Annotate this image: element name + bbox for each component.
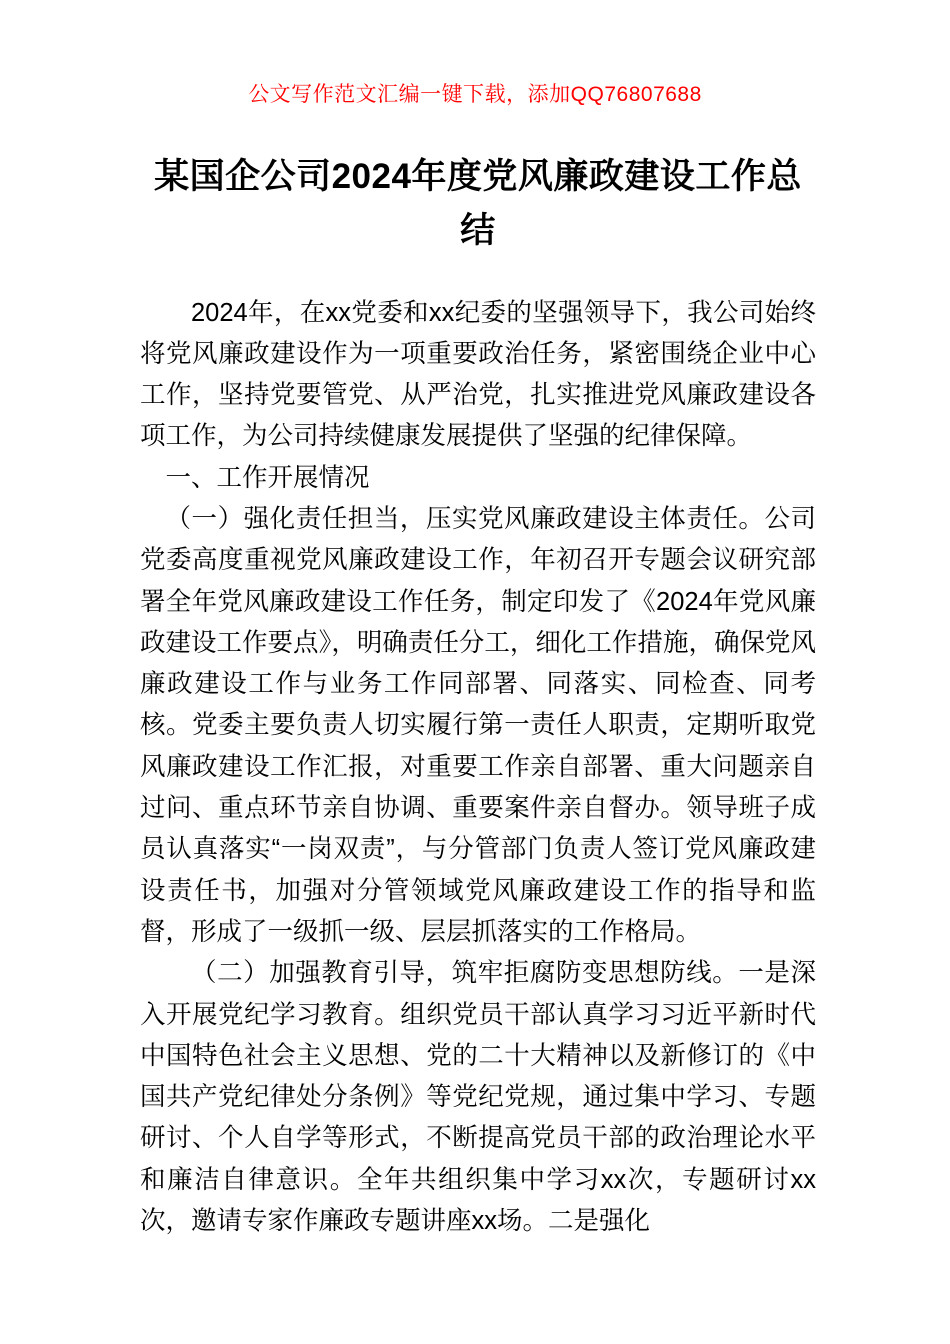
document-body bbox=[140, 150, 816, 1242]
paragraph-section-1-2: （二）加强教育引导，筑牢拒腐防变思想防线。一是深入开展党纪学习教育。组织党员干部认真学习习近平新时代中国特色社会主义思想、党的二十大精神以及新修订的《中国共产党纪律处分条例》等党纪党规，通过集中学习、专题研讨、个人自学等形式，不断提高党员干部的政治理论水平和廉洁自律意识。全年共组织集中学习xx次，专题研讨xx次，邀请专家作廉政专题讲座xx场。二是强化 bbox=[140, 959, 816, 1236]
paragraph-intro: 2024年，在xx党委和xx纪委的坚强领导下，我公司始终将党风廉政建设作为一项重要政治任务，紧密围绕企业中心工作，坚持党要管党、从严治党，扎实推进党风廉政建设各项工作，为公司持续健康发展提供了坚强的纪律保障。 bbox=[140, 298, 816, 451]
heading-section-one: 一、工作开展情况 bbox=[165, 463, 370, 492]
watermark-text: 公文写作范文汇编一键下载，添加QQ76807688 bbox=[248, 83, 702, 106]
page-title: 某国企公司2024年度党风廉政建设工作总结 bbox=[154, 157, 802, 251]
paragraph-section-1-1: （一）强化责任担当，压实党风廉政建设主体责任。公司党委高度重视党风廉政建设工作，年初召开专题会议研究部署全年党风廉政建设工作任务，制定印发了《2024年党风廉政建设工作要点》，明确责任分工，细化工作措施，确保党风廉政建设工作与业务工作同部署、同落实、同检查、同考核。党委主要负责人切实履行第一责任人职责，定期听取党风廉政建设工作汇报，对重要工作亲自部署、重大问题亲自过问、重点环节亲自协调、重要案件亲自督办。领导班子成员认真落实“一岗双责”，与分管部门负责人签订党风廉政建设责任书，加强对分管领域党风廉政建设工作的指导和监督，形成了一级抓一级、层层抓落实的工作格局。 bbox=[140, 504, 816, 946]
